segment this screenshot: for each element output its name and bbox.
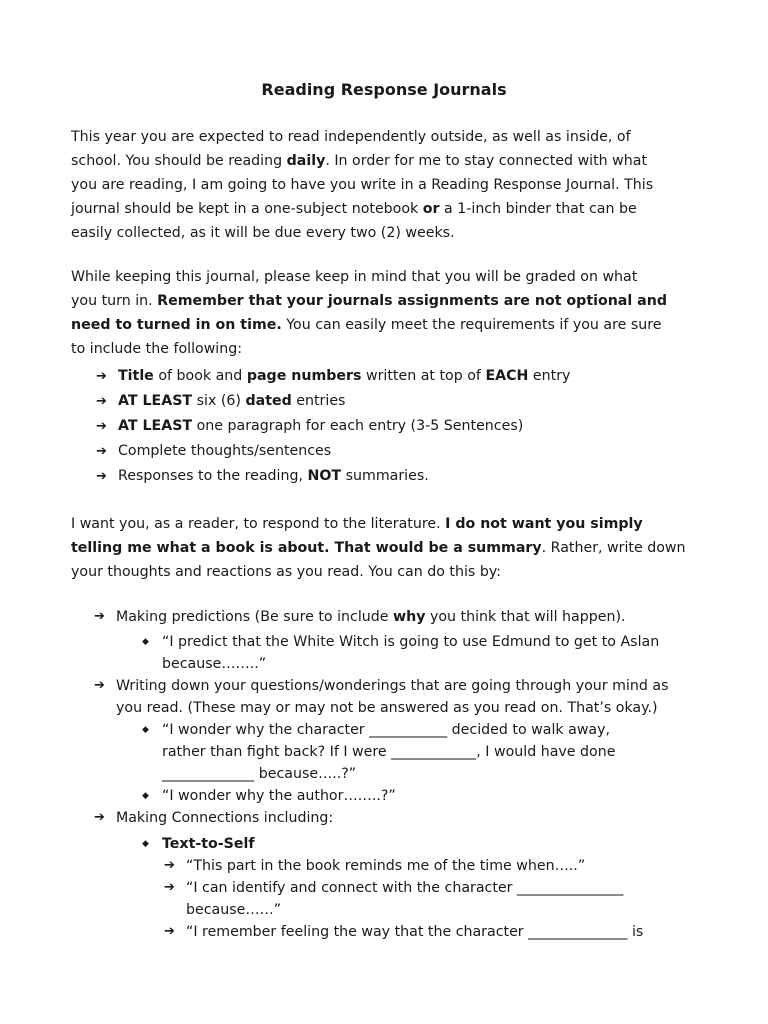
respond-line: your thoughts and reactions as you read. You can do this by: xyxy=(71,564,501,580)
respond-paragraph xyxy=(71,512,701,584)
respond-line: telling me what a book is about. That would be a summary. Rather, write down xyxy=(71,540,686,556)
intro-line: journal should be kept in a one-subject notebook or a 1-inch binder that can be xyxy=(71,201,637,217)
arrow-icon: ➔ xyxy=(164,880,175,895)
grading-line: you turn in. Remember that your journals assignments are not optional and xyxy=(71,293,668,309)
grading-line: While keeping this journal, please keep in mind that you will be graded on what xyxy=(71,269,638,285)
respond-line: I want you, as a reader, to respond to the literature. I do not want you simply xyxy=(71,516,643,532)
method-questions-cont: you read. (These may or may not be answered as you read on. That’s okay.) xyxy=(116,700,658,716)
intro-line: This year you are expected to read independently outside, as well as inside, of xyxy=(71,129,631,145)
diamond-bullet-icon: ◆ xyxy=(142,725,149,735)
diamond-bullet-icon: ◆ xyxy=(142,637,149,647)
diamond-bullet-icon: ◆ xyxy=(142,839,149,849)
grading-line: need to turned in on time. You can easily meet the requirements if you are sure xyxy=(71,317,662,333)
wonder-example-cont: _____________ because…..?” xyxy=(162,766,357,782)
intro-line: easily collected, as it will be due every two (2) weeks. xyxy=(71,225,455,241)
document-title: Reading Response Journals xyxy=(261,80,507,99)
wonder-example-cont: rather than fight back? If I were ____________, I would have done xyxy=(162,744,616,760)
text-to-self-example: ➔ “This part in the book reminds me of the time when…..” xyxy=(186,855,585,877)
text-to-self-example: ➔ “I can identify and connect with the character _______________ xyxy=(186,877,623,899)
wonder-example: ◆ “I wonder why the character ___________ decided to walk away, xyxy=(162,719,610,741)
arrow-icon: ➔ xyxy=(96,369,107,384)
method-predictions: ➔ Making predictions (Be sure to include why you think that will happen). xyxy=(116,606,626,628)
arrow-icon: ➔ xyxy=(96,419,107,434)
text-to-self-example: ➔ “I remember feeling the way that the character ______________ is xyxy=(186,921,643,943)
arrow-icon: ➔ xyxy=(164,924,175,939)
text-to-self-example-cont: because……” xyxy=(186,902,282,918)
arrow-icon: ➔ xyxy=(96,444,107,459)
text-to-self-heading: ◆ Text-to-Self xyxy=(162,833,255,855)
arrow-icon: ➔ xyxy=(94,678,105,693)
arrow-icon: ➔ xyxy=(94,810,105,825)
prediction-example-cont: because……..” xyxy=(162,656,267,672)
method-connections: ➔ Making Connections including: xyxy=(116,807,333,829)
intro-line: you are reading, I am going to have you write in a Reading Response Journal. This xyxy=(71,177,654,193)
requirements-list xyxy=(96,364,570,489)
requirement-item: ➔ AT LEAST one paragraph for each entry (3-5 Sentences) xyxy=(96,414,570,439)
prediction-example: ◆ “I predict that the White Witch is going to use Edmund to get to Aslan xyxy=(162,631,659,653)
requirement-item: ➔ Title of book and page numbers written at top of EACH entry xyxy=(96,364,570,389)
diamond-bullet-icon: ◆ xyxy=(142,791,149,801)
arrow-icon: ➔ xyxy=(96,469,107,484)
grading-line: to include the following: xyxy=(71,341,243,357)
arrow-icon: ➔ xyxy=(94,609,105,624)
requirement-item: ➔ AT LEAST six (6) dated entries xyxy=(96,389,570,414)
method-questions: ➔ Writing down your questions/wonderings that are going through your mind as xyxy=(116,675,668,697)
arrow-icon: ➔ xyxy=(96,394,107,409)
intro-line: school. You should be reading daily. In order for me to stay connected with what xyxy=(71,153,648,169)
intro-paragraph xyxy=(71,125,701,245)
requirement-item: ➔ Complete thoughts/sentences xyxy=(96,439,570,464)
grading-paragraph xyxy=(71,265,701,361)
wonder-author-example: ◆ “I wonder why the author……..?” xyxy=(162,785,396,807)
requirement-item: ➔ Responses to the reading, NOT summaries. xyxy=(96,464,570,489)
arrow-icon: ➔ xyxy=(164,858,175,873)
